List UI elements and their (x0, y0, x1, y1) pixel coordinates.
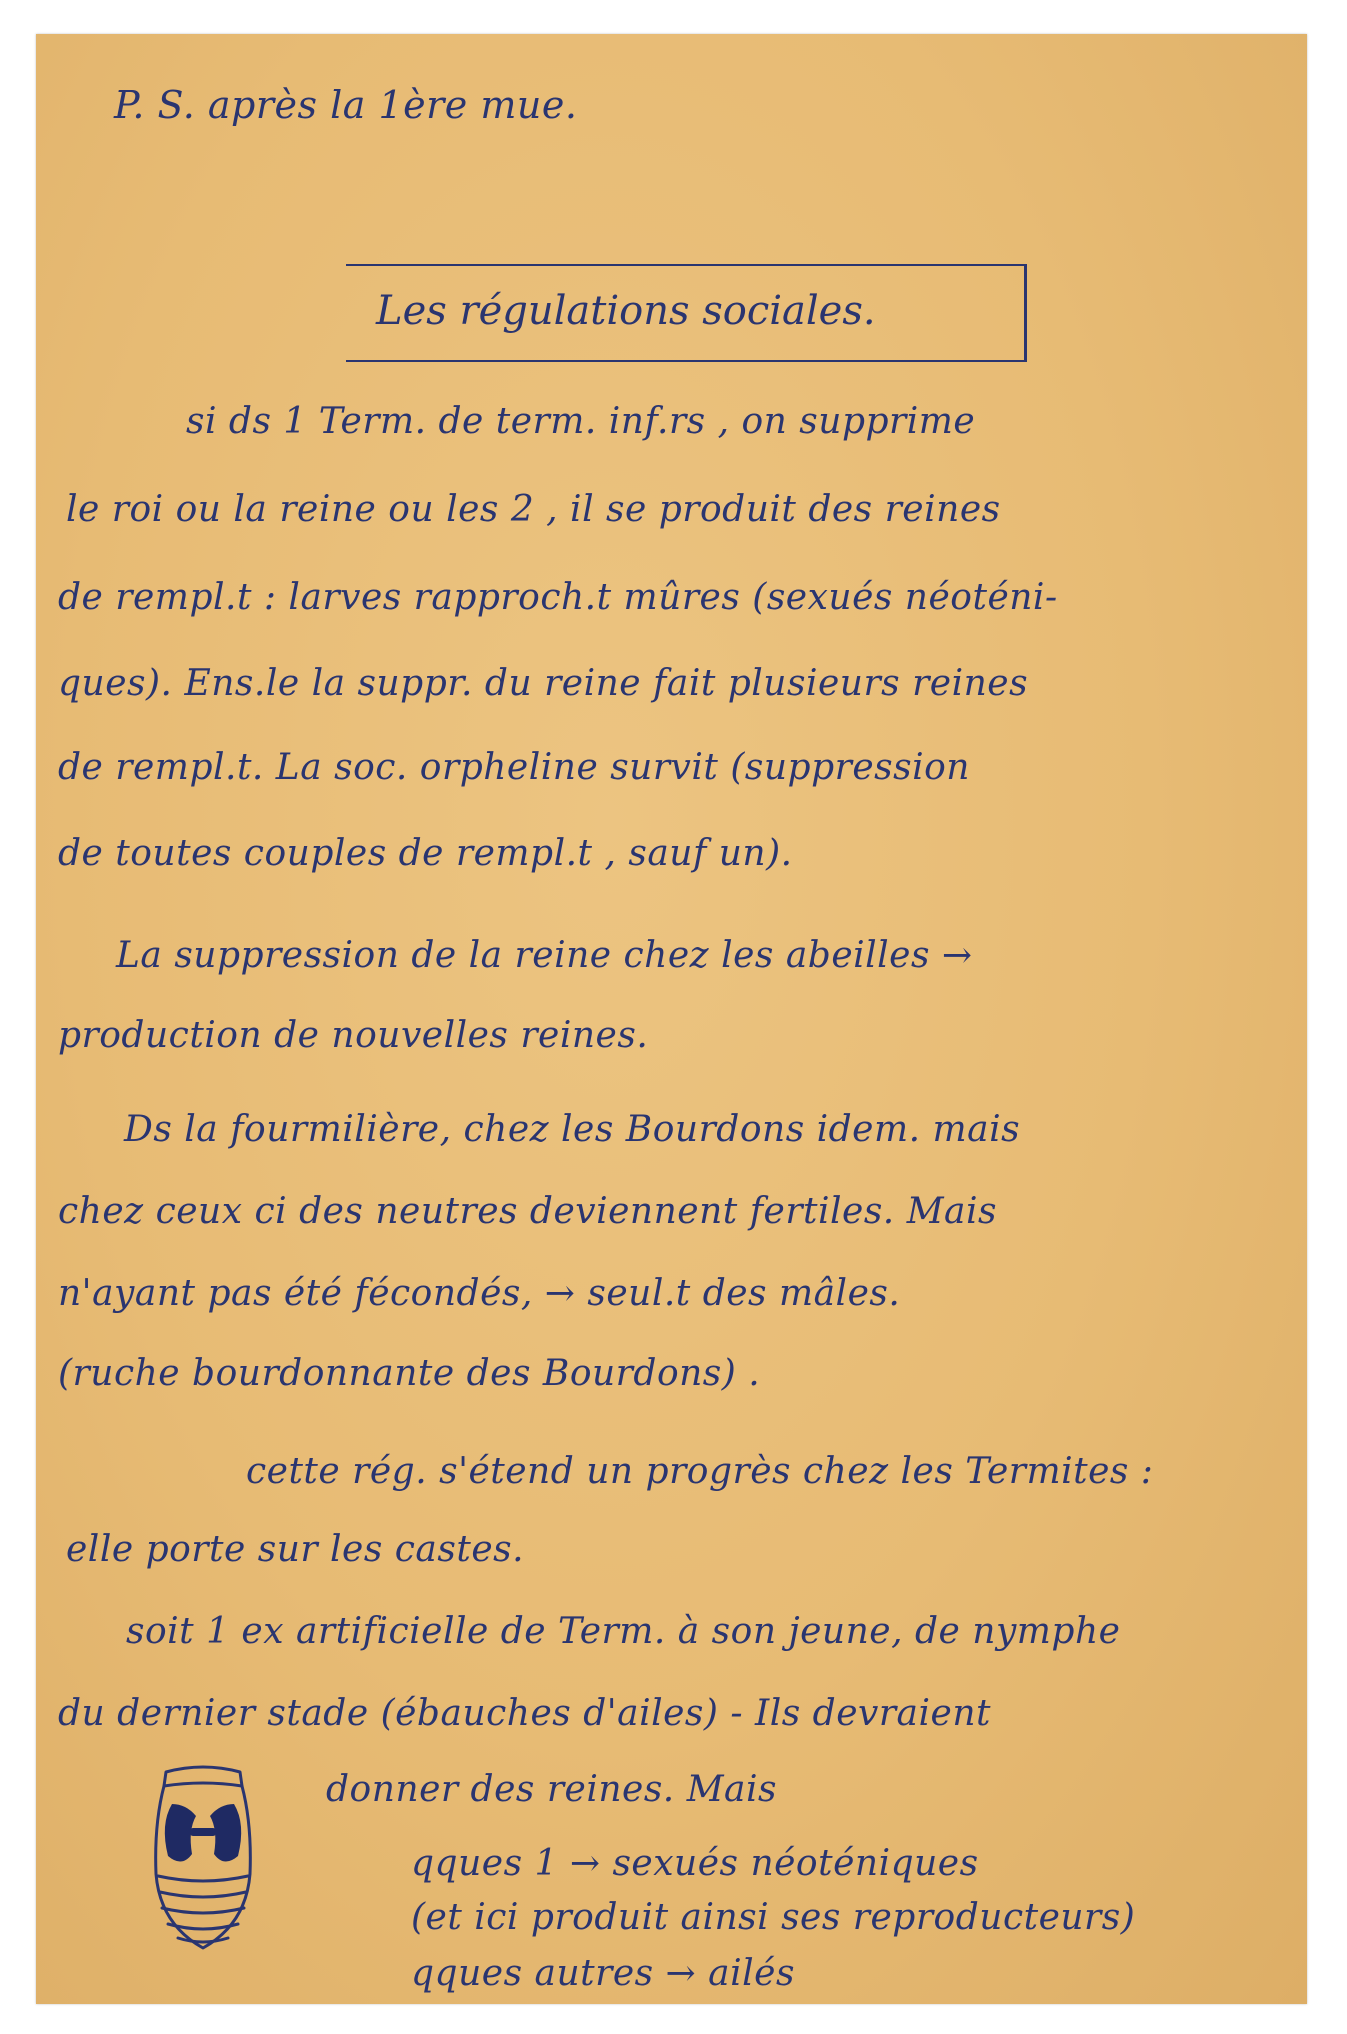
text-line: si ds 1 Term. de term. inf.rs , on supprime (186, 401, 976, 442)
text-line: elle porte sur les castes. (66, 1529, 525, 1570)
text-line: de rempl.t : larves rapproch.t mûres (sexués néoténi- (58, 577, 1058, 618)
text-line: qques autres → ailés (411, 1953, 795, 1994)
text-line: le roi ou la reine ou les 2 , il se produit des reines (66, 489, 1001, 530)
text-line: (et ici produit ainsi ses reproducteurs) (411, 1897, 1136, 1938)
page-title: Les régulations sociales. (376, 288, 876, 334)
header-note: P. S. après la 1ère mue. (114, 83, 578, 127)
text-line: chez ceux ci des neutres deviennent fertiles. Mais (58, 1191, 998, 1232)
text-line: de rempl.t. La soc. orpheline survit (suppression (58, 747, 970, 788)
text-line: de toutes couples de rempl.t , sauf un). (58, 833, 793, 874)
text-line: ques). Ens.le la suppr. du reine fait plusieurs reines (58, 663, 1029, 704)
text-line: cette rég. s'étend un progrès chez les Termites : (246, 1451, 1154, 1492)
termite-nymph-sketch-icon (138, 1764, 268, 1954)
title-box (346, 264, 1027, 362)
text-line: (ruche bourdonnante des Bourdons) . (58, 1353, 761, 1394)
text-line: du dernier stade (ébauches d'ailes) - Ils devraient (58, 1693, 991, 1734)
text-line: donner des reines. Mais (326, 1769, 778, 1810)
manuscript-page (36, 34, 1307, 2004)
text-line: n'ayant pas été fécondés, → seul.t des mâles. (58, 1273, 901, 1314)
text-line: Ds la fourmilière, chez les Bourdons idem. mais (124, 1109, 1021, 1150)
text-line: soit 1 ex artificielle de Term. à son jeune, de nymphe (126, 1611, 1121, 1652)
text-line: La suppression de la reine chez les abeilles → (116, 935, 973, 976)
text-line: qques 1 → sexués néoténiques (411, 1843, 979, 1884)
text-line: production de nouvelles reines. (58, 1015, 649, 1056)
